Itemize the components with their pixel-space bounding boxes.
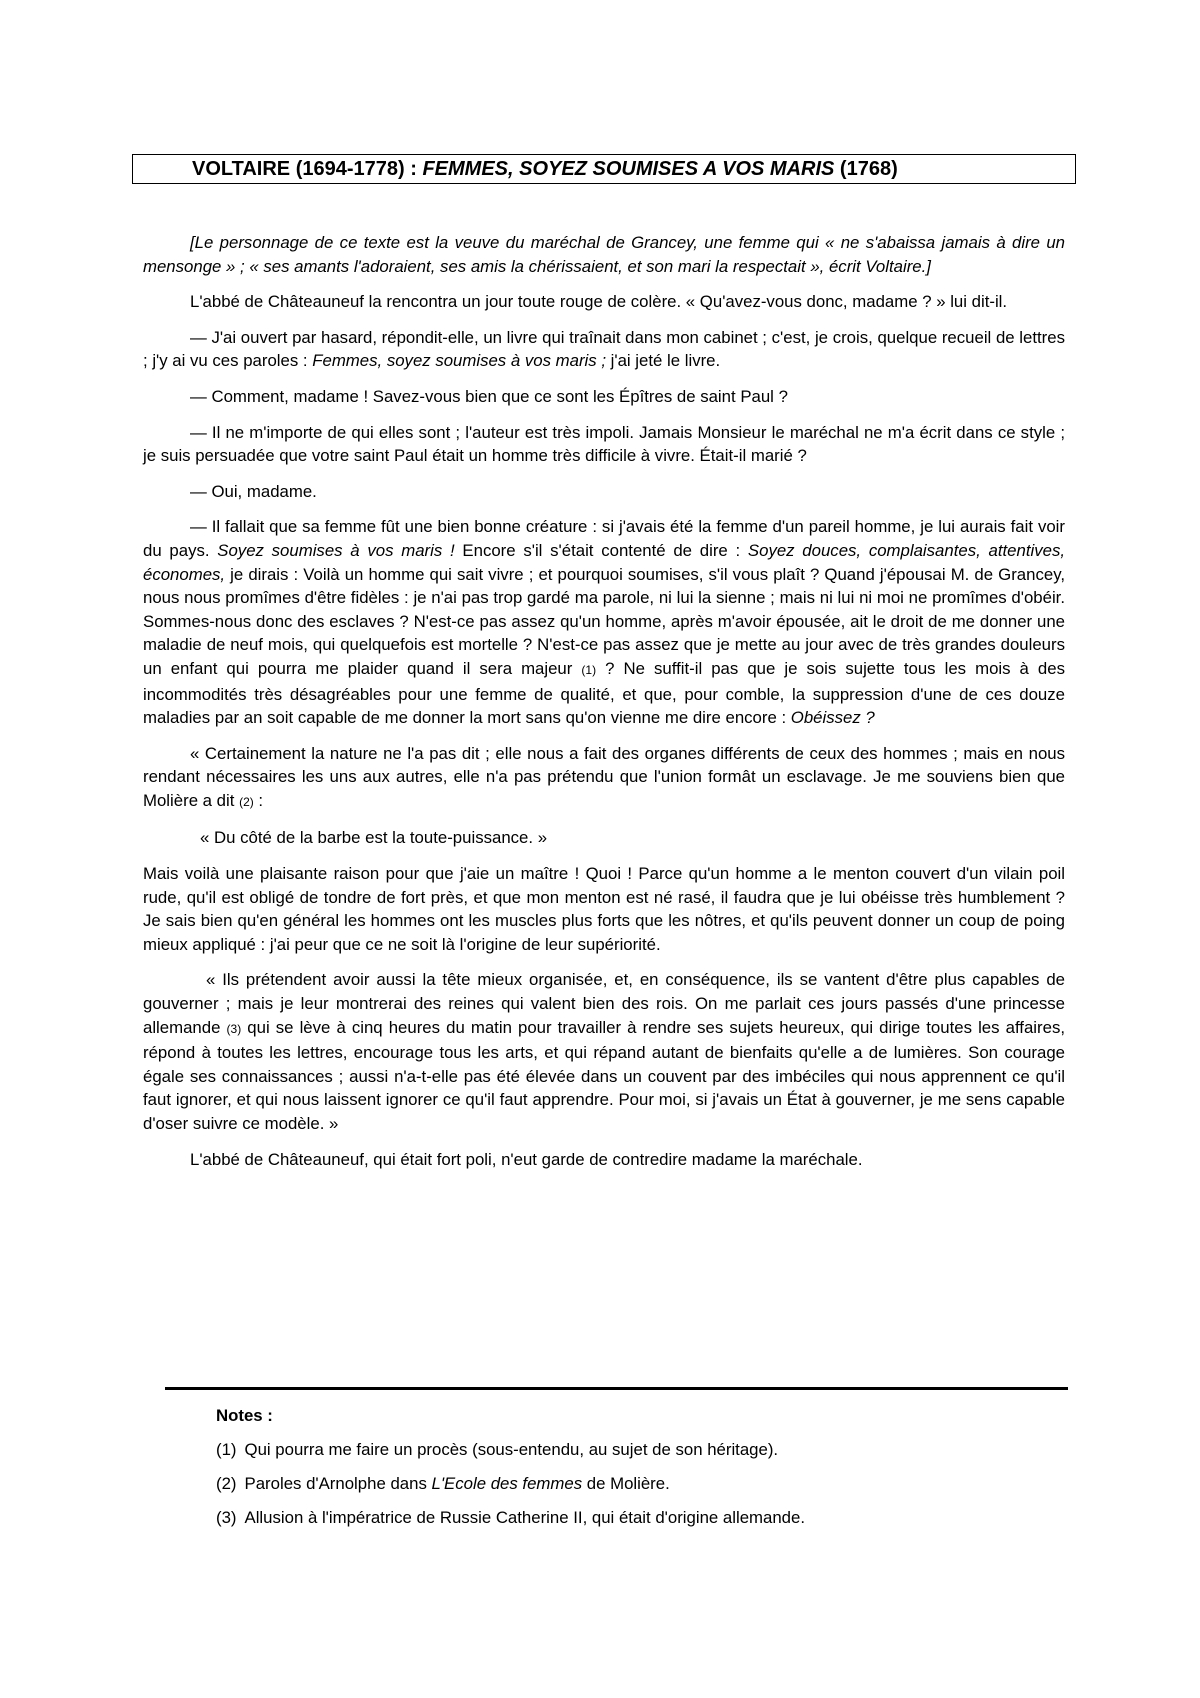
- p6-italic-3: Obéissez ?: [790, 708, 875, 728]
- notes-divider: [165, 1387, 1068, 1390]
- note-2: [216, 1472, 1076, 1496]
- paragraph-9: [143, 968, 1065, 1135]
- paragraph-8: Mais voilà une plaisante raison pour que j'aie un maître ! Quoi ! Parce qu'un homme a le menton couvert d'un vilain poil rude, qu'il est obligé de tondre de fort près, et que mon menton est né rasé, il faudra que je lui obéisse très humblement ? Je sais bien qu'en général les hommes ont les muscles plus forts que les nôtres, et qu'ils peuvent donner un coup de poing mieux appliqué : j'ai peur que ce ne soit là l'origine de leur supériorité.: [143, 864, 1065, 954]
- note-ref-1: (1): [581, 662, 597, 677]
- note-ref-2: (2): [239, 794, 254, 809]
- paragraph-3: — Comment, madame ! Savez-vous bien que ce sont les Épîtres de saint Paul ?: [190, 386, 788, 406]
- quote-line: « Du côté de la barbe est la toute-puissance. »: [200, 828, 548, 848]
- p6-text-a: — Il fallait que sa femme fût une bien bonne créature : si j'avais été la femme d'un pareil homme, je lui aurais fait voir du pays.: [143, 517, 1065, 560]
- intro-paragraph: [Le personnage de ce texte est la veuve du maréchal de Grancey, une femme qui « ne s'abaissa jamais à dire un mensonge » ; « ses amants l'adoraient, ses amis la chérissaient, et son mari la respectait », écrit Voltaire.]: [143, 233, 1065, 276]
- paragraph-5: — Oui, madame.: [190, 481, 317, 501]
- notes-section: [216, 1404, 1076, 1540]
- note-1: [216, 1438, 1076, 1462]
- paragraph-7: [143, 742, 1065, 815]
- note-3-number: (3): [216, 1508, 237, 1527]
- p2-text-b: j'ai jeté le livre.: [605, 351, 721, 371]
- paragraph-4: — Il ne m'importe de qui elles sont ; l'auteur est très impoli. Jamais Monsieur le maréchal ne m'a écrit dans ce style ; je suis persuadée que votre saint Paul était un homme très difficile à vivre. Était-il marié ?: [143, 422, 1065, 466]
- main-text: [143, 231, 1065, 1183]
- title-work: FEMMES, SOYEZ SOUMISES A VOS MARIS: [422, 158, 835, 180]
- note-ref-3: (3): [226, 1021, 242, 1036]
- p6-text-c: je dirais : Voilà un homme qui sait vivre ; et pourquoi soumises, s'il vous plaît ? Quand j'épousai M. de Grancey, nous nous promîmes d'être fidèles : je n'ai pas trop gardé ma parole, ni lui la sienne ; mais ni lui ni moi ne promîmes d'obéir. Sommes-nous donc des esclaves ? N'est-ce pas assez qu'un homme, après m'avoir épousée, ait le droit de me donner une maladie de neuf mois, qui quelquefois est mortelle ? N'est-ce pas assez que je mette au jour avec de très grandes douleurs un enfant qui pourra me plaider quand il sera majeur: [143, 564, 1065, 678]
- p2-text-a: — J'ai ouvert par hasard, répondit-elle, un livre qui traînait dans mon cabinet ; c'est, je crois, quelque recueil de lettres ; j'y ai vu ces paroles :: [143, 327, 1065, 371]
- paragraph-6: [143, 515, 1065, 729]
- paragraph-10: L'abbé de Châteauneuf, qui était fort poli, n'eut garde de contredire madame la maréchale.: [190, 1149, 863, 1169]
- p6-italic-1: Soyez soumises à vos maris !: [217, 540, 455, 560]
- title-year: (1768): [834, 158, 898, 180]
- title-box: [132, 154, 1076, 184]
- p2-italic: Femmes, soyez soumises à vos maris ;: [312, 351, 606, 371]
- p7-text-b: :: [253, 790, 264, 810]
- notes-title: Notes :: [216, 1406, 273, 1425]
- paragraph-2: [143, 326, 1065, 373]
- note-1-text: Qui pourra me faire un procès (sous-entendu, au sujet de son héritage).: [244, 1440, 779, 1459]
- note-2-text-b: de Molière.: [582, 1474, 670, 1493]
- note-2-number: (2): [216, 1474, 237, 1493]
- p9-text-b: qui se lève à cinq heures du matin pour travailler à rendre ses sujets heureux, qui dirige toutes les affaires, répond à toutes les lettres, encourage tous les arts, et qui répand autant de bienfaits qu'elle a de lumières. Son courage égale ses connaissances ; aussi n'a-t-elle pas été élevée dans un couvent par des imbéciles qui nous apprennent ce qu'il faut ignorer, et qui nous laissent ignorer ce qu'il faut apprendre. Pour moi, si j'avais un État à gouverner, je me sens capable d'oser suivre ce modèle. »: [143, 1017, 1065, 1133]
- paragraph-1: L'abbé de Châteauneuf la rencontra un jour toute rouge de colère. « Qu'avez-vous donc, madame ? » lui dit-il.: [190, 292, 1008, 312]
- title-author: VOLTAIRE (1694-1778) :: [192, 158, 423, 180]
- p6-text-d: ? Ne suffit-il pas que je sois sujette tous les mois à des incommodités très désagréables pour une femme de qualité, et que, pour comble, la suppression d'une de ces douze maladies par an soit capable de me donner la mort sans qu'on vienne me dire encore :: [143, 658, 1065, 728]
- note-3-text: Allusion à l'impératrice de Russie Catherine II, qui était d'origine allemande.: [244, 1508, 805, 1527]
- note-3: [216, 1506, 1076, 1530]
- p6-italic-2: Soyez douces, complaisantes, attentives, économes,: [143, 540, 1066, 584]
- p7-text-a: « Certainement la nature ne l'a pas dit ; elle nous a fait des organes différents de ceux des hommes ; mais en nous rendant nécessaires les uns aux autres, elle n'a pas prétendu que l'union formât un esclavage. Je me souviens bien que Molière a dit: [143, 743, 1065, 810]
- note-2-text-a: Paroles d'Arnolphe dans: [244, 1474, 432, 1493]
- note-1-number: (1): [216, 1440, 237, 1459]
- p6-text-b: Encore s'il s'était contenté de dire :: [454, 540, 748, 560]
- note-2-italic: L'Ecole des femmes: [431, 1474, 583, 1493]
- p9-text-a: « Ils prétendent avoir aussi la tête mieux organisée, et, en conséquence, ils se vantent d'être plus capables de gouverner ; mais je leur montrerai des reines qui valent bien des rois. On me parlait ces jours passés d'une princesse allemande: [143, 970, 1065, 1037]
